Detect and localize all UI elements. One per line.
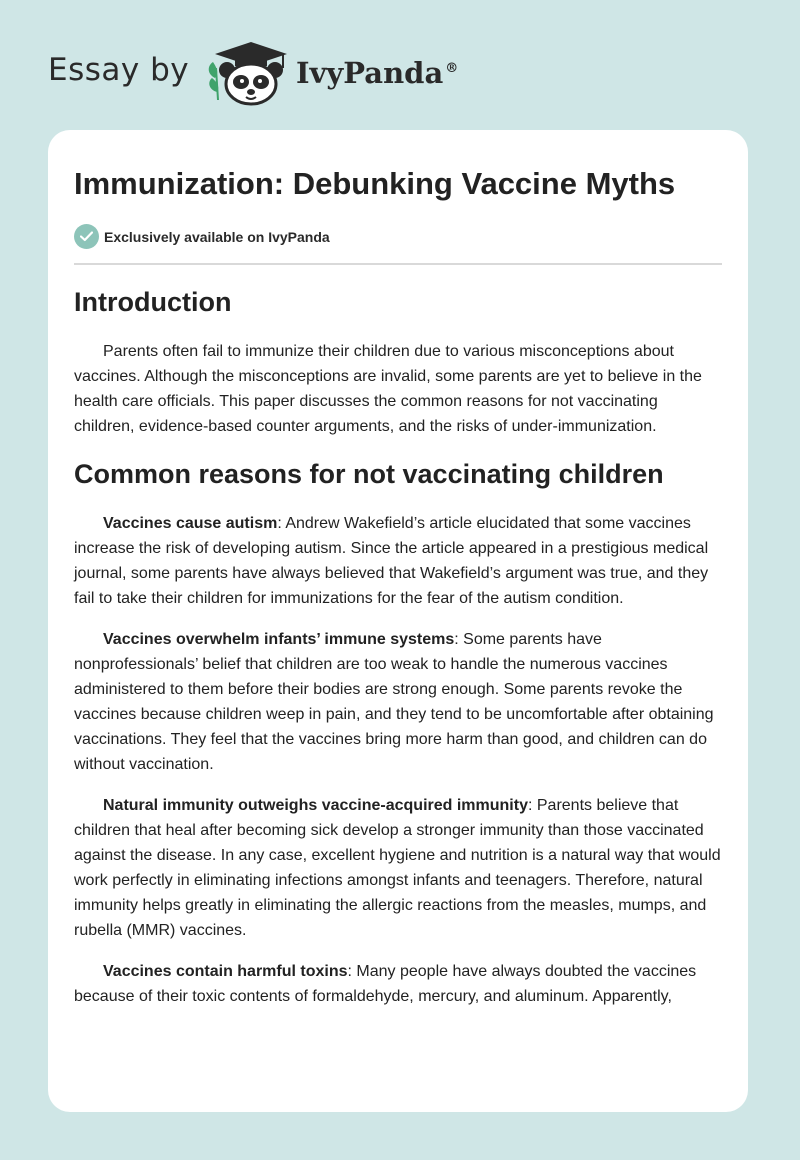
reason-paragraph [74,793,722,943]
reason-term: Vaccines cause autism [103,514,278,532]
introduction-paragraph: Parents often fail to immunize their children due to various misconceptions about vaccines. Although the misconceptions are invalid, some parents are yet to believe in the health care officials. This paper discusses the common reasons for not vaccinating children, evidence-based counter arguments, and the risks of under-immunization. [74,342,702,435]
reason-text: : Many people have always doubted the vaccines because of their toxic contents of formaldehyde, mercury, and aluminum. Apparently, [74,962,697,1005]
brand-name: IvyPanda ® [296,56,459,90]
article-title: Immunization: Debunking Vaccine Myths [74,166,676,201]
reason-term: Vaccines contain harmful toxins [103,962,348,980]
brand-prefix: Essay by [48,52,190,88]
reason-text: : Some parents have nonprofessionals’ belief that children are too weak to handle the numerous vaccines administered to them before their bodies are strong enough. Some parents revoke the vaccines because children weep in pain, and they tend to be uncomfortable after obtaining vaccinations. They feel that the vaccines bring more harm than good, and children can do without vaccination. [74,630,714,773]
exclusive-label: Exclusively available on IvyPanda [104,228,330,245]
reason-text: : Andrew Wakefield’s article elucidated that some vaccines increase the risk of developing autism. Since the article appeared in a prestigious medical journal, some parents have always believed that Wakefield’s argument was true, and they fail to take their children for immunizations for the fear of the autism condition. [74,514,709,607]
brand-header[interactable] [48,38,508,108]
exclusive-badge [74,224,722,250]
reason-paragraph [74,627,722,777]
reason-text: : Parents believe that children that heal after becoming sick develop a stronger immunity than those vaccinated against the disease. In any case, excellent hygiene and nutrition is a natural way that would work perfectly in eliminating infections amongst infants and teenagers. Therefore, natural immunity helps greatly in eliminating the allergic reactions from the measles, mumps, and rubella (MMR) vaccines. [74,796,721,939]
reason-paragraph [74,511,722,611]
reason-term: Vaccines overwhelm infants’ immune systems [103,630,455,648]
panda-logo-icon [203,38,289,108]
section-heading-introduction: Introduction [74,286,232,317]
check-icon [74,224,99,249]
article-card [48,130,748,1112]
section-heading-common-reasons: Common reasons for not vaccinating children [74,458,664,489]
divider [74,263,722,265]
reason-paragraph [74,959,722,1009]
reason-term: Natural immunity outweighs vaccine-acquired immunity [103,796,528,814]
